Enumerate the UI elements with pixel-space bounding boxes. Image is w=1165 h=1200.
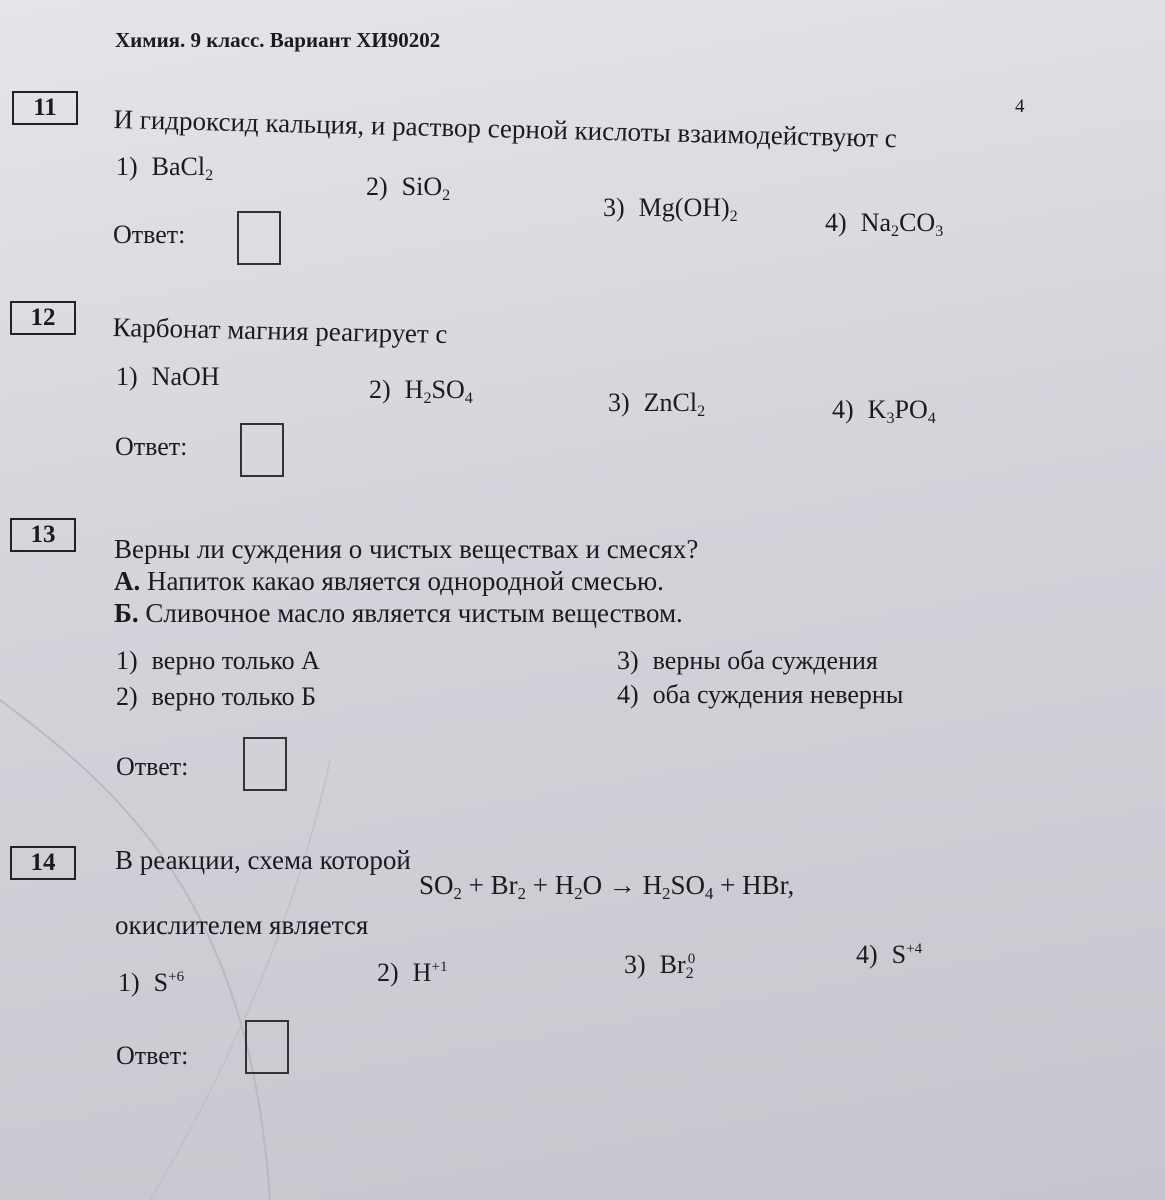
q13-option-1: 1) верно только А — [116, 646, 320, 675]
q12-option-4: 4) $K_3PO_4$ — [832, 395, 936, 427]
q12-option-1: 1) NaOH — [116, 362, 220, 391]
page-number: 4 — [1015, 96, 1025, 117]
q13-statement-b: Б. Сливочное масло является чистым веществом. — [114, 598, 683, 628]
question-12-text: Карбонат магния реагирует с — [112, 312, 448, 350]
q12-option-3: 3) ZnCl$_2$ — [608, 388, 706, 420]
question-number-13: 13 — [10, 518, 76, 552]
q14-answer-box[interactable] — [245, 1020, 289, 1074]
question-13-text: Верны ли суждения о чистых веществах и смесях? — [114, 534, 699, 564]
q14-equation: $SO_2 + Br_2 + H_2O \to H_2SO_4$ + HBr, — [419, 870, 795, 904]
q13-answer-box[interactable] — [243, 737, 287, 791]
q13-option-4: 4) оба суждения неверны — [617, 680, 904, 709]
q13-option-3: 3) верны оба суждения — [617, 646, 878, 675]
question-number-11: 11 — [12, 91, 78, 125]
q14-option-1: 1) $S^{+6}$ — [118, 968, 185, 997]
q14-option-2: 2) $H^{+1}$ — [377, 958, 448, 987]
q14-option-3: 3) $Br_2^0$ — [624, 950, 696, 982]
question-number-14: 14 — [10, 846, 76, 880]
q11-option-1: 1) BaCl$_2$ — [116, 152, 214, 184]
q12-answer-box[interactable] — [240, 423, 284, 477]
q12-option-2: 2) $H_2SO_4$ — [369, 375, 473, 407]
q11-option-4: 4) $Na_2CO_3$ — [825, 208, 944, 240]
q13-answer-label: Ответ: — [116, 752, 189, 781]
q12-answer-label: Ответ: — [115, 432, 188, 461]
q13-option-2: 2) верно только Б — [116, 682, 316, 711]
q13-statement-a: А. Напиток какао является однородной смесью. — [114, 566, 664, 596]
q11-option-2: 2) SiO$_2$ — [366, 172, 451, 204]
question-number-12: 12 — [10, 301, 76, 335]
q11-option-3: 3) $Mg(OH)_2$ — [603, 193, 738, 225]
question-11-text: И гидроксид кальция, и раствор серной кислоты взаимодействуют с — [113, 104, 898, 154]
q11-answer-box[interactable] — [237, 211, 281, 265]
question-14-text-2: окислителем является — [115, 910, 369, 940]
q14-answer-label: Ответ: — [116, 1041, 189, 1070]
q14-option-4: 4) $S^{+4}$ — [856, 940, 923, 969]
q11-answer-label: Ответ: — [113, 220, 186, 249]
question-14-text: В реакции, схема которой — [115, 845, 411, 875]
page-header: Химия. 9 класс. Вариант ХИ90202 — [115, 28, 441, 52]
